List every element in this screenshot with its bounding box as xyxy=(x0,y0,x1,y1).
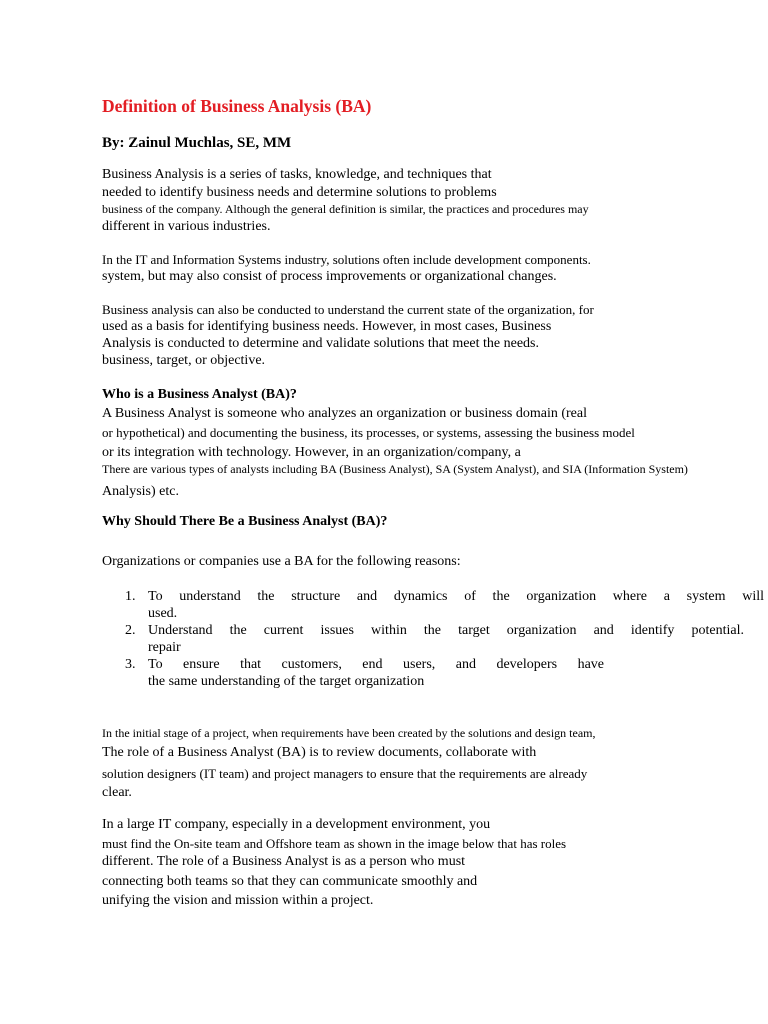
paragraph-line: In a large IT company, especially in a development environment, you xyxy=(102,817,491,832)
list-item-text: Understand the current issues within the target organization and identify potential. xyxy=(148,623,744,638)
list-item-text: To ensure that customers, end users, and developers have xyxy=(148,657,604,672)
list-item-text: the same understanding of the target organization xyxy=(148,674,425,689)
paragraph-line: Analysis is conducted to determine and validate solutions that meet the needs. xyxy=(102,336,540,351)
paragraph-line: Business analysis can also be conducted to understand the current state of the organization, for xyxy=(102,302,594,317)
paragraph-line: In the initial stage of a project, when requirements have been created by the solutions and design team, xyxy=(102,726,596,740)
paragraph-line: system, but may also consist of process improvements or organizational changes. xyxy=(102,269,557,284)
section-heading-who: Who is a Business Analyst (BA)? xyxy=(102,387,297,402)
paragraph-line: used as a basis for identifying business needs. However, in most cases, Business xyxy=(102,319,552,334)
list-item-text: used. xyxy=(148,606,178,621)
paragraph-line: Organizations or companies use a BA for the following reasons: xyxy=(102,554,461,569)
list-item-number: 2. xyxy=(125,623,136,638)
list-item-number: 3. xyxy=(125,657,136,672)
list-item-number: 1. xyxy=(125,589,136,604)
paragraph-line: needed to identify business needs and determine solutions to problems xyxy=(102,185,497,200)
paragraph-line: solution designers (IT team) and project managers to ensure that the requirements are already xyxy=(102,766,588,781)
paragraph-line: A Business Analyst is someone who analyzes an organization or business domain (real xyxy=(102,406,587,421)
paragraph-line: Business Analysis is a series of tasks, knowledge, and techniques that xyxy=(102,167,492,182)
paragraph-line: business of the company. Although the general definition is similar, the practices and procedures may xyxy=(102,202,589,216)
paragraph-line: or its integration with technology. However, in an organization/company, a xyxy=(102,445,521,460)
paragraph-line: unifying the vision and mission within a project. xyxy=(102,893,374,908)
paragraph-line: The role of a Business Analyst (BA) is to review documents, collaborate with xyxy=(102,745,537,760)
paragraph-line: In the IT and Information Systems industry, solutions often include development components. xyxy=(102,252,591,267)
list-item-text: To understand the structure and dynamics of the organization where a system will xyxy=(148,589,764,604)
paragraph-line: Analysis) etc. xyxy=(102,484,179,499)
paragraph-line: or hypothetical) and documenting the business, its processes, or systems, assessing the business model xyxy=(102,425,635,440)
author-byline: By: Zainul Muchlas, SE, MM xyxy=(102,135,292,151)
paragraph-line: different in various industries. xyxy=(102,219,271,234)
paragraph-line: business, target, or objective. xyxy=(102,353,266,368)
paragraph-line: must find the On-site team and Offshore team as shown in the image below that has roles xyxy=(102,836,567,851)
section-heading-why: Why Should There Be a Business Analyst (BA)? xyxy=(102,514,388,529)
paragraph-line: There are various types of analysts including BA (Business Analyst), SA (System Analyst), and SIA (Information System) xyxy=(102,462,688,476)
document-title: Definition of Business Analysis (BA) xyxy=(102,96,372,116)
list-item-text: repair xyxy=(148,640,181,655)
paragraph-line: clear. xyxy=(102,785,132,800)
paragraph-line: connecting both teams so that they can communicate smoothly and xyxy=(102,874,478,889)
paragraph-line: different. The role of a Business Analyst is as a person who must xyxy=(102,854,466,869)
